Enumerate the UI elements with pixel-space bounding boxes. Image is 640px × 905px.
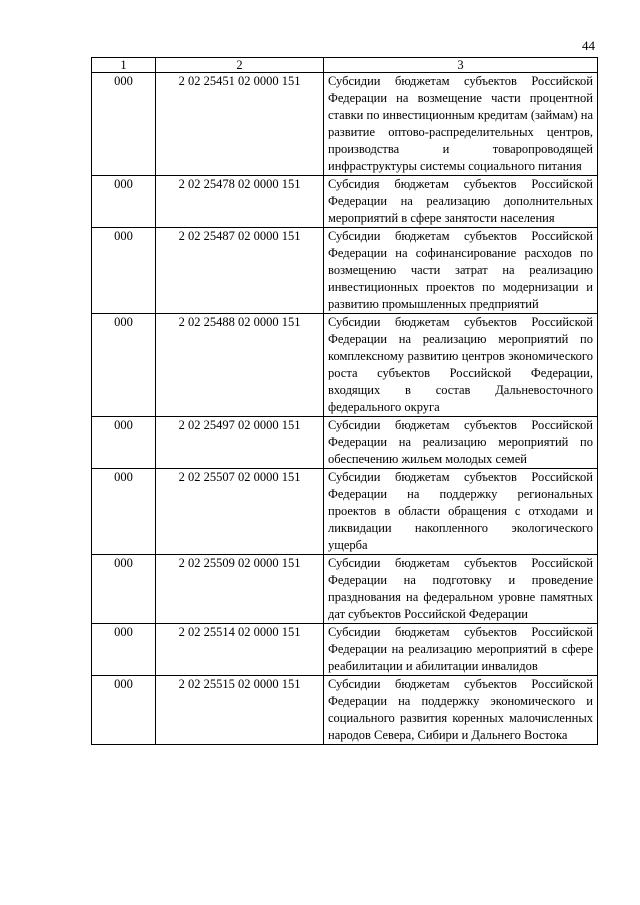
admin-code-cell: 000 <box>92 469 156 555</box>
table-row <box>92 176 598 228</box>
kbk-code-cell: 2 02 25497 02 0000 151 <box>156 417 324 469</box>
description-cell: Субсидии бюджетам субъектов Российской Федерации на реализацию мероприятий в сфере реабилитации и абилитации инвалидов <box>324 624 598 676</box>
admin-code-cell: 000 <box>92 176 156 228</box>
table-header-row <box>92 58 598 73</box>
description-cell: Субсидии бюджетам субъектов Российской Федерации на поддержку экономического и социального развития коренных малочисленных народов Севера, Сибири и Дальнего Востока <box>324 676 598 745</box>
description-cell: Субсидии бюджетам субъектов Российской Федерации на реализацию мероприятий по обеспечению жильем молодых семей <box>324 417 598 469</box>
column-header-1: 1 <box>92 58 156 73</box>
admin-code-cell: 000 <box>92 555 156 624</box>
description-cell: Субсидии бюджетам субъектов Российской Федерации на поддержку региональных проектов в области обращения с отходами и ликвидации накопленного экологического ущерба <box>324 469 598 555</box>
kbk-code-cell: 2 02 25488 02 0000 151 <box>156 314 324 417</box>
table-row <box>92 624 598 676</box>
kbk-code-cell: 2 02 25509 02 0000 151 <box>156 555 324 624</box>
kbk-code-cell: 2 02 25515 02 0000 151 <box>156 676 324 745</box>
admin-code-cell: 000 <box>92 676 156 745</box>
table-row <box>92 676 598 745</box>
table-body <box>92 58 598 745</box>
admin-code-cell: 000 <box>92 73 156 176</box>
kbk-code-cell: 2 02 25507 02 0000 151 <box>156 469 324 555</box>
admin-code-cell: 000 <box>92 314 156 417</box>
table-row <box>92 555 598 624</box>
table-row <box>92 228 598 314</box>
admin-code-cell: 000 <box>92 417 156 469</box>
table-row <box>92 469 598 555</box>
description-cell: Субсидии бюджетам субъектов Российской Федерации на возмещение части процентной ставки по инвестиционным кредитам (займам) на развитие оптово-распределительных центров, производства и товаропроводящей инфраструктуры системы социального питания <box>324 73 598 176</box>
table-row <box>92 73 598 176</box>
kbk-code-cell: 2 02 25487 02 0000 151 <box>156 228 324 314</box>
column-header-3: 3 <box>324 58 598 73</box>
admin-code-cell: 000 <box>92 624 156 676</box>
description-cell: Субсидии бюджетам субъектов Российской Федерации на софинансирование расходов по возмещению части затрат на реализацию инвестиционных проектов по модернизации и развитию промышленных предприятий <box>324 228 598 314</box>
kbk-code-cell: 2 02 25451 02 0000 151 <box>156 73 324 176</box>
table-row <box>92 314 598 417</box>
kbk-code-cell: 2 02 25478 02 0000 151 <box>156 176 324 228</box>
description-cell: Субсидии бюджетам субъектов Российской Федерации на подготовку и проведение празднования на федеральном уровне памятных дат субъектов Российской Федерации <box>324 555 598 624</box>
description-cell: Субсидия бюджетам субъектов Российской Федерации на реализацию дополнительных мероприятий в сфере занятости населения <box>324 176 598 228</box>
admin-code-cell: 000 <box>92 228 156 314</box>
kbk-code-cell: 2 02 25514 02 0000 151 <box>156 624 324 676</box>
budget-classification-table <box>91 57 598 745</box>
description-cell: Субсидии бюджетам субъектов Российской Федерации на реализацию мероприятий по комплексному развитию центров экономического роста субъектов Российской Федерации, входящих в состав Дальневосточного федерального округа <box>324 314 598 417</box>
table-row <box>92 417 598 469</box>
column-header-2: 2 <box>156 58 324 73</box>
page-number: 44 <box>582 38 595 53</box>
